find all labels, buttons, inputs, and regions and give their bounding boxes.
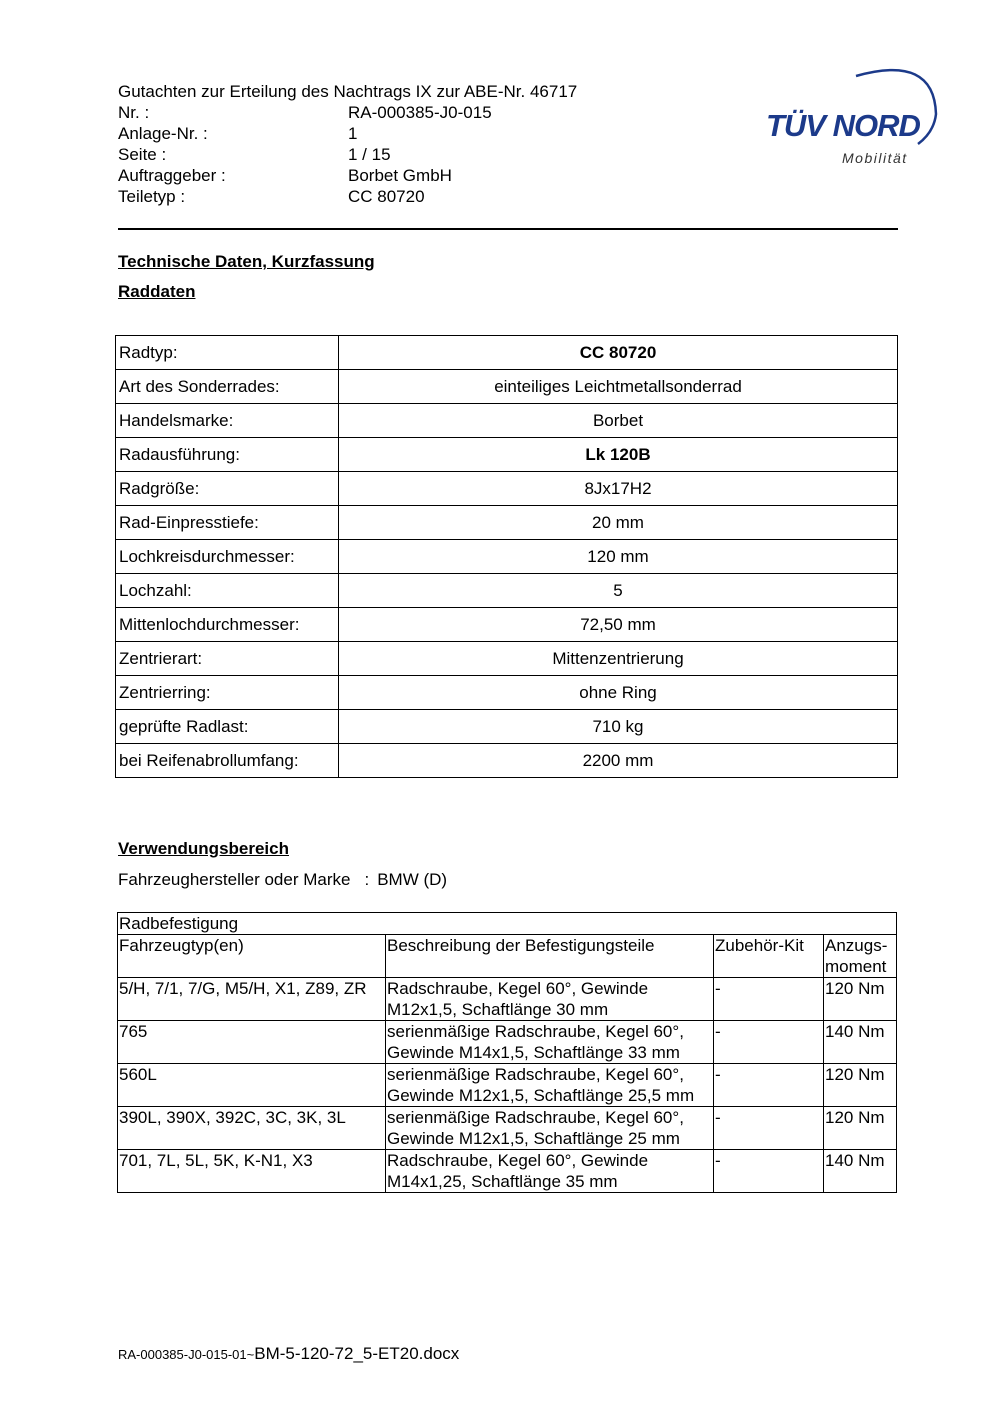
vehicle-maker-line (118, 870, 447, 890)
cell-torque: 140 Nm (824, 1021, 897, 1064)
row-value: Mittenzentrierung (339, 642, 898, 676)
table-row (116, 710, 898, 744)
header-row-teiletyp (118, 186, 678, 207)
table-row (116, 608, 898, 642)
cell-kit: - (714, 1107, 824, 1150)
header-row-auftraggeber (118, 165, 678, 186)
row-value: 2200 mm (339, 744, 898, 778)
header-value: RA-000385-J0-015 (348, 103, 492, 122)
table-row (116, 506, 898, 540)
cell-vehicle-types: 701, 7L, 5L, 5K, K-N1, X3 (118, 1150, 386, 1193)
table-row (116, 438, 898, 472)
section-title-technical: Technische Daten, Kurzfassung (118, 252, 375, 271)
table-row (118, 978, 897, 1021)
page-footer (118, 1344, 459, 1364)
table-row (116, 404, 898, 438)
logo-subtitle: Mobilität (842, 150, 908, 166)
table-header-row (118, 935, 897, 978)
table-row (116, 472, 898, 506)
row-label: Art des Sonderrades: (116, 370, 339, 404)
cell-description: serienmäßige Radschraube, Kegel 60°, Gewinde M14x1,5, Schaftlänge 33 mm (386, 1021, 714, 1064)
row-value: 20 mm (339, 506, 898, 540)
cell-description: Radschraube, Kegel 60°, Gewinde M14x1,25, Schaftlänge 35 mm (386, 1150, 714, 1193)
cell-kit: - (714, 978, 824, 1021)
header-label: Nr. : (118, 103, 150, 122)
cell-vehicle-types: 560L (118, 1064, 386, 1107)
row-value: einteiliges Leichtmetallsonderrad (339, 370, 898, 404)
row-value: 710 kg (339, 710, 898, 744)
header-value: 1 (348, 124, 358, 143)
header-row-nr (118, 102, 678, 123)
row-value: 120 mm (339, 540, 898, 574)
header-value: CC 80720 (348, 187, 425, 206)
row-value: CC 80720 (339, 336, 898, 370)
column-header: Anzugs-moment (824, 935, 897, 978)
document-header (118, 81, 678, 207)
row-label: Radausführung: (116, 438, 339, 472)
cell-description: serienmäßige Radschraube, Kegel 60°, Gewinde M12x1,5, Schaftlänge 25,5 mm (386, 1064, 714, 1107)
row-label: Zentrierring: (116, 676, 339, 710)
cell-torque: 140 Nm (824, 1150, 897, 1193)
cell-kit: - (714, 1064, 824, 1107)
header-row-seite (118, 144, 678, 165)
document-title: Gutachten zur Erteilung des Nachtrags IX zur ABE-Nr. 46717 (118, 82, 578, 101)
row-label: Mittenlochdurchmesser: (116, 608, 339, 642)
header-row-anlage (118, 123, 678, 144)
maker-separator: : (364, 870, 370, 889)
row-label: Handelsmarke: (116, 404, 339, 438)
row-label: Radgröße: (116, 472, 339, 506)
cell-description: Radschraube, Kegel 60°, Gewinde M12x1,5, Schaftlänge 30 mm (386, 978, 714, 1021)
cell-vehicle-types: 765 (118, 1021, 386, 1064)
header-divider (118, 228, 898, 230)
row-label: Lochkreisdurchmesser: (116, 540, 339, 574)
header-value: 1 / 15 (348, 145, 391, 164)
cell-vehicle-types: 5/H, 7/1, 7/G, M5/H, X1, Z89, ZR (118, 978, 386, 1021)
row-label: Zentrierart: (116, 642, 339, 676)
row-label: Lochzahl: (116, 574, 339, 608)
row-value: 5 (339, 574, 898, 608)
footer-filename: BM-5-120-72_5-ET20.docx (254, 1344, 460, 1363)
row-value: 8Jx17H2 (339, 472, 898, 506)
befestigung-table (117, 912, 897, 1193)
table-row (118, 1150, 897, 1193)
row-label: geprüfte Radlast: (116, 710, 339, 744)
logo-wordmark: TÜV NORD (766, 108, 920, 143)
column-header: Zubehör-Kit (714, 935, 824, 978)
table-caption-row (118, 913, 897, 935)
table-row (116, 642, 898, 676)
cell-kit: - (714, 1150, 824, 1193)
header-value: Borbet GmbH (348, 166, 452, 185)
table-row (116, 676, 898, 710)
tuv-nord-logo (764, 58, 942, 170)
table-caption: Radbefestigung (118, 913, 897, 935)
column-header: Fahrzeugtyp(en) (118, 935, 386, 978)
row-label: Rad-Einpresstiefe: (116, 506, 339, 540)
section-title-verwendung: Verwendungsbereich (118, 839, 289, 858)
cell-torque: 120 Nm (824, 978, 897, 1021)
row-value: 72,50 mm (339, 608, 898, 642)
cell-description: serienmäßige Radschraube, Kegel 60°, Gewinde M12x1,5, Schaftlänge 25 mm (386, 1107, 714, 1150)
table-row (116, 574, 898, 608)
row-label: Radtyp: (116, 336, 339, 370)
raddaten-table (115, 335, 898, 778)
header-label: Teiletyp : (118, 187, 186, 206)
row-value: Borbet (339, 404, 898, 438)
cell-vehicle-types: 390L, 390X, 392C, 3C, 3K, 3L (118, 1107, 386, 1150)
maker-value: BMW (D) (377, 870, 448, 889)
maker-label: Fahrzeughersteller oder Marke (118, 870, 351, 889)
row-value: Lk 120B (339, 438, 898, 472)
header-label: Seite : (118, 145, 167, 164)
table-row (118, 1064, 897, 1107)
table-row (118, 1021, 897, 1064)
column-header: Beschreibung der Befestigungsteile (386, 935, 714, 978)
table-row (116, 540, 898, 574)
table-row (118, 1107, 897, 1150)
table-row (116, 744, 898, 778)
footer-prefix: RA-000385-J0-015-01~ (118, 1347, 255, 1362)
header-label: Anlage-Nr. : (118, 124, 208, 143)
cell-kit: - (714, 1021, 824, 1064)
table-row (116, 336, 898, 370)
row-label: bei Reifenabrollumfang: (116, 744, 339, 778)
table-row (116, 370, 898, 404)
section-title-raddaten: Raddaten (118, 282, 196, 301)
row-value: ohne Ring (339, 676, 898, 710)
header-label: Auftraggeber : (118, 166, 226, 185)
cell-torque: 120 Nm (824, 1107, 897, 1150)
cell-torque: 120 Nm (824, 1064, 897, 1107)
